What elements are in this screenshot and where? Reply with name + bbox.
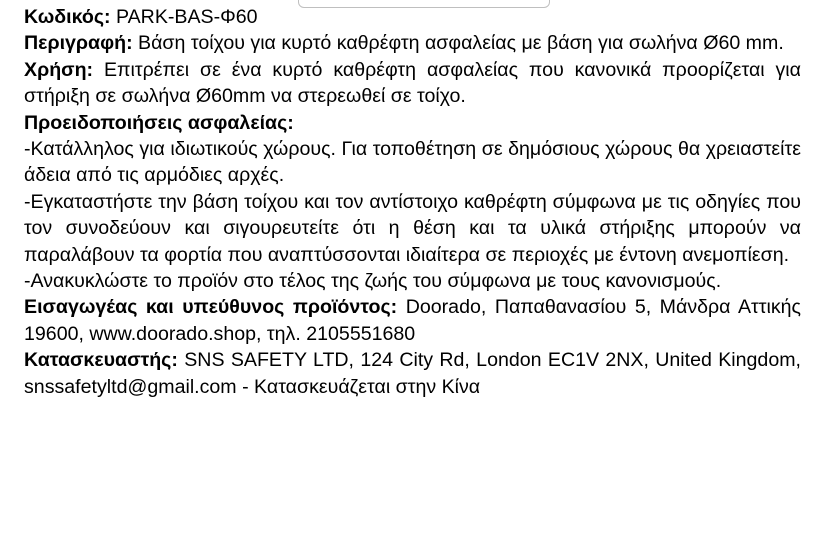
- code-value: PARK-BAS-Φ60: [110, 6, 258, 28]
- description-label: Περιγραφή:: [24, 32, 133, 55]
- warning-item: -Ανακυκλώστε το προϊόν στο τέλος της ζωής του σύμφωνα με τους κανονισμούς.: [24, 270, 722, 293]
- warning-item: -Κατάλληλος για ιδιωτικούς χώρους. Για τοποθέτηση σε δημόσιους χώρους θα χρειαστείτε άδεια από τις αρμόδιες αρχές.: [24, 138, 801, 187]
- importer-paragraph: [24, 294, 801, 347]
- usage-label: Χρήση:: [24, 58, 94, 81]
- importer-value: Doorado, Παπαθανασίου 5, Μάνδρα Αττικής 19600, www.doorado.shop, τηλ. 2105551680: [24, 296, 801, 345]
- usage-paragraph: [24, 57, 801, 110]
- manufacturer-value: SNS SAFETY LTD, 124 City Rd, London EC1V 2NX, United Kingdom, snssafetyltd@gmail.com - Κατασκευάζεται στην Κίνα: [24, 349, 801, 398]
- description-paragraph: [24, 30, 801, 56]
- usage-value: Επιτρέπει σε ένα κυρτό καθρέφτη ασφαλείας που κανονικά προορίζεται για στήριξη σε σωλήνα Ø60mm να στερεωθεί σε τοίχο.: [24, 58, 801, 108]
- description-value: Βάση τοίχου για κυρτό καθρέφτη ασφαλείας με βάση για σωλήνα Ø60 mm.: [132, 32, 784, 55]
- code-line: [24, 4, 801, 30]
- product-label-document: [24, 4, 801, 400]
- warnings-heading: Προειδοποιήσεις ασφαλείας:: [24, 111, 294, 134]
- code-label: Κωδικός:: [24, 6, 111, 28]
- warning-item: -Εγκαταστήστε την βάση τοίχου και τον αντίστοιχο καθρέφτη σύμφωνα με τις οδηγίες που τον συνοδεύουν και σιγουρευτείτε ότι η θέση και τα υλικά στήριξης μπορούν να παραλάβουν τα φορτία που αναπτύσσονται ιδιαίτερα σε περιοχές με έντονη ανεμοπίεση.: [24, 190, 801, 266]
- manufacturer-paragraph: [24, 347, 801, 400]
- manufacturer-label: Κατασκευαστής:: [24, 349, 178, 372]
- importer-label: Εισαγωγέας και υπεύθυνος προϊόντος:: [24, 296, 398, 319]
